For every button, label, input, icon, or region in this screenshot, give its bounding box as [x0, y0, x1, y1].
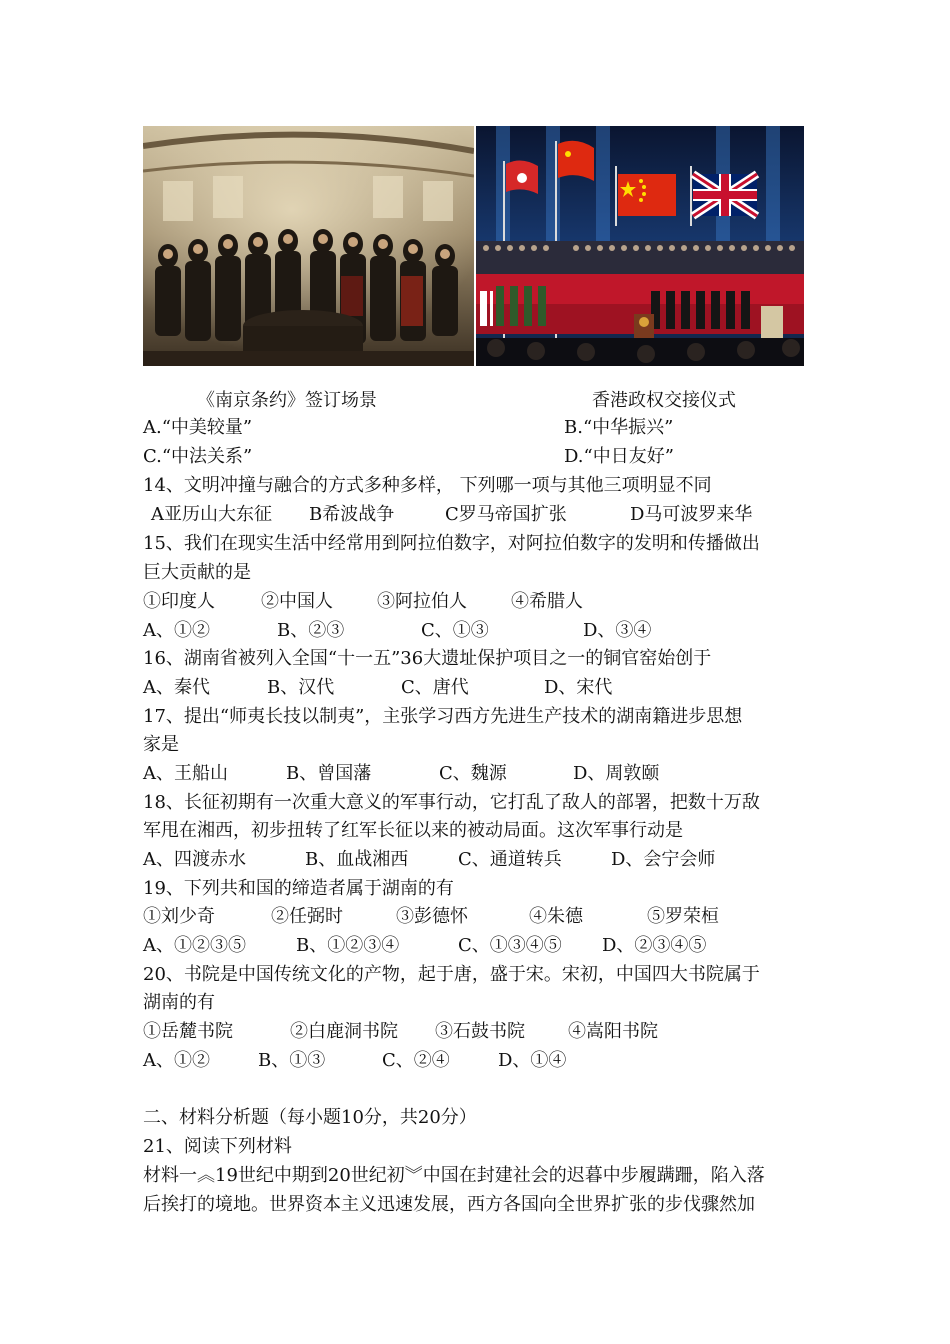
- q14-option-c[interactable]: C罗马帝国扩张: [445, 504, 567, 525]
- q15-item-3: ③阿拉伯人: [377, 591, 467, 612]
- q13-option-d[interactable]: D.“中日友好”: [564, 446, 674, 467]
- q20-stem-line-2: 湖南的有: [143, 992, 215, 1013]
- q17-stem-line-2: 家是: [143, 734, 179, 755]
- q15-item-4: ④希腊人: [511, 591, 583, 612]
- q15-stem-line-2: 巨大贡献的是: [143, 562, 251, 583]
- q15-option-a[interactable]: A、①②: [143, 620, 210, 641]
- q13-option-c[interactable]: C.“中法关系”: [143, 446, 253, 467]
- q17-option-c[interactable]: C、魏源: [439, 763, 507, 784]
- q17-stem-line-1: 17、提出“师夷长技以制夷”，主张学习西方先进生产技术的湖南籍进步思想: [143, 706, 743, 727]
- q13-option-a[interactable]: A.“中美较量”: [143, 417, 253, 438]
- q17-option-a[interactable]: A、王船山: [143, 763, 228, 784]
- section-2-heading: 二、材料分析题（每小题10分，共20分）: [143, 1107, 477, 1128]
- q18-stem-line-2: 军甩在湘西，初步扭转了红军长征以来的被动局面。这次军事行动是: [143, 820, 683, 841]
- q18-option-a[interactable]: A、四渡赤水: [143, 849, 246, 870]
- q20-stem-line-1: 20、书院是中国传统文化的产物，起于唐，盛于宋。宋初，中国四大书院属于: [143, 964, 760, 985]
- q19-option-d[interactable]: D、②③④⑤: [602, 935, 707, 956]
- q17-option-b[interactable]: B、曾国藩: [286, 763, 372, 784]
- q16-option-c[interactable]: C、唐代: [401, 677, 469, 698]
- q21-stem: 21、阅读下列材料: [143, 1136, 292, 1157]
- treaty-of-nanjing-painting: [143, 126, 474, 366]
- q16-option-b[interactable]: B、汉代: [267, 677, 335, 698]
- q20-item-1: ①岳麓书院: [143, 1021, 233, 1042]
- painting-illustration: [143, 126, 474, 366]
- caption-nanjing-treaty: 《南京条约》签订场景: [197, 390, 377, 411]
- q19-item-3: ③彭德怀: [396, 906, 468, 927]
- q19-item-5: ⑤罗荣桓: [647, 906, 719, 927]
- q15-item-2: ②中国人: [261, 591, 333, 612]
- q20-item-4: ④嵩阳书院: [568, 1021, 658, 1042]
- hong-kong-handover-photo: [476, 126, 804, 366]
- q18-stem-line-1: 18、长征初期有一次重大意义的军事行动，它打乱了敌人的部署，把数十万敌: [143, 792, 760, 813]
- q20-option-a[interactable]: A、①②: [143, 1050, 210, 1071]
- q20-option-d[interactable]: D、①④: [498, 1050, 567, 1071]
- q16-option-a[interactable]: A、秦代: [143, 677, 210, 698]
- q14-option-d[interactable]: D马可波罗来华: [630, 504, 753, 525]
- q15-option-d[interactable]: D、③④: [583, 620, 652, 641]
- q19-option-b[interactable]: B、①②③④: [296, 935, 400, 956]
- q20-option-c[interactable]: C、②④: [382, 1050, 450, 1071]
- q18-option-d[interactable]: D、会宁会师: [611, 849, 716, 870]
- q16-stem: 16、湖南省被列入全国“十一五”36大遗址保护项目之一的铜官窑始创于: [143, 648, 712, 669]
- q14-option-b[interactable]: B希波战争: [309, 504, 395, 525]
- caption-hk-handover: 香港政权交接仪式: [592, 390, 736, 411]
- q15-stem-line-1: 15、我们在现实生活中经常用到阿拉伯数字，对阿拉伯数字的发明和传播做出: [143, 533, 760, 554]
- q17-option-d[interactable]: D、周敦颐: [573, 763, 660, 784]
- q19-option-a[interactable]: A、①②③⑤: [143, 935, 246, 956]
- q18-option-c[interactable]: C、通道转兵: [458, 849, 562, 870]
- q15-option-c[interactable]: C、①③: [421, 620, 489, 641]
- q13-option-b[interactable]: B.“中华振兴”: [564, 417, 674, 438]
- q14-option-a[interactable]: A亚历山大东征: [151, 504, 272, 525]
- q20-option-b[interactable]: B、①③: [258, 1050, 326, 1071]
- q21-material-1-line-2: 后挨打的境地。世界资本主义迅速发展，西方各国向全世界扩张的步伐骤然加: [143, 1194, 755, 1215]
- q20-item-2: ②白鹿洞书院: [290, 1021, 398, 1042]
- q19-option-c[interactable]: C、①③④⑤: [458, 935, 562, 956]
- q20-item-3: ③石鼓书院: [435, 1021, 525, 1042]
- q19-stem: 19、下列共和国的缔造者属于湖南的有: [143, 878, 454, 899]
- q21-material-1-line-1: 材料一︽19世纪中期到20世纪初︾中国在封建社会的迟暮中步履蹒跚，陷入落: [143, 1165, 765, 1186]
- photo-illustration: [476, 126, 804, 366]
- q18-option-b[interactable]: B、血战湘西: [305, 849, 409, 870]
- q19-item-2: ②任弼时: [271, 906, 343, 927]
- q19-item-4: ④朱德: [529, 906, 583, 927]
- q16-option-d[interactable]: D、宋代: [544, 677, 613, 698]
- q15-option-b[interactable]: B、②③: [277, 620, 345, 641]
- q19-item-1: ①刘少奇: [143, 906, 215, 927]
- q14-stem: 14、文明冲撞与融合的方式多种多样， 下列哪一项与其他三项明显不同: [143, 475, 712, 496]
- q15-item-1: ①印度人: [143, 591, 215, 612]
